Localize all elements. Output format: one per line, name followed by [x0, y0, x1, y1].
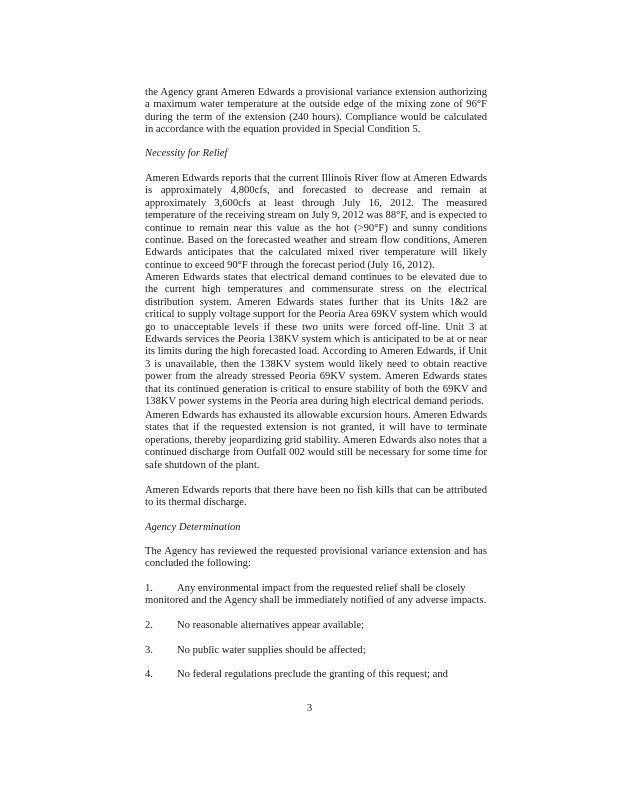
list-item-text: No federal regulations preclude the granting of this request; and	[177, 669, 448, 680]
river-flow-paragraph: Ameren Edwards reports that the current Illinois River flow at Ameren Edwards is approximately 4,800cfs, and forecasted to decrease and remain at approximately 3,600cfs at least through July 16, 2012. The measured temperature of the receiving stream on July 9, 2012 was 88°F, and is expected to continue to remain near this value as the hot (>90°F) and sunny conditions continue. Based on the forecasted weather and stream flow conditions, Ameren Edwards anticipates that the calculated mixed river temperature will likely continue to exceed 90°F through the forecast period (July 16, 2012).	[145, 173, 487, 271]
list-item-number: 4.	[145, 669, 153, 680]
intro-paragraph: the Agency grant Ameren Edwards a provisional variance extension authorizing a maximum water temperature at the outside edge of the mixing zone of 96°F during the term of the extension (240 hours). Compliance would be calculated in accordance with the equation provided in Special Condition 5.	[145, 87, 487, 136]
electrical-demand-paragraph: Ameren Edwards states that electrical demand continues to be elevated due to the current high temperatures and commensurate stress on the electrical distribution system. Ameren Edwards states further that its Units 1&2 are critical to supply voltage support for the Peoria Area 69KV system which would go to unacceptable levels if these two units were forced off-line. Unit 3 at Edwards services the Peoria 138KV system which is anticipated to be at or near its limits during the high forecasted load. According to Ameren Edwards, if Unit 3 is unavailable, then the 138KV system would likely need to obtain reactive power from the already stressed Peoria 69KV system. Ameren Edwards states that its continued generation is critical to ensure stability of both the 69KV and 138KV power systems in the Peoria area during high electrical demand periods.	[145, 272, 487, 408]
list-item-number: 1.	[145, 583, 153, 594]
review-paragraph: The Agency has reviewed the requested provisional variance extension and has concluded the following:	[145, 546, 487, 570]
fish-kills-paragraph: Ameren Edwards reports that there have been no fish kills that can be attributed to its thermal discharge.	[145, 485, 487, 509]
list-item-number: 3.	[145, 645, 153, 656]
page-number: 3	[306, 703, 313, 714]
excursion-hours-paragraph: Ameren Edwards has exhausted its allowable excursion hours. Ameren Edwards states that if the requested extension is not granted, it will have to terminate operations, thereby jeopardizing grid stability. Ameren Edwards also notes that a continued discharge from Outfall 002 would still be necessary for some time for safe shutdown of the plant.	[145, 410, 487, 471]
list-item	[145, 669, 487, 681]
list-item-number: 2.	[145, 620, 153, 631]
list-item-continuation: monitored and the Agency shall be immediately notified of any adverse impacts.	[145, 595, 487, 607]
list-item-text: Any environmental impact from the requested relief shall be closely	[177, 583, 466, 594]
list-item	[145, 645, 487, 657]
list-item	[145, 620, 487, 632]
list-item	[145, 583, 487, 608]
determination-heading: Agency Determination	[145, 522, 241, 533]
necessity-heading: Necessity for Relief	[145, 148, 228, 159]
list-item-text: No public water supplies should be affected;	[177, 645, 366, 656]
list-item-text: No reasonable alternatives appear available;	[177, 620, 365, 631]
